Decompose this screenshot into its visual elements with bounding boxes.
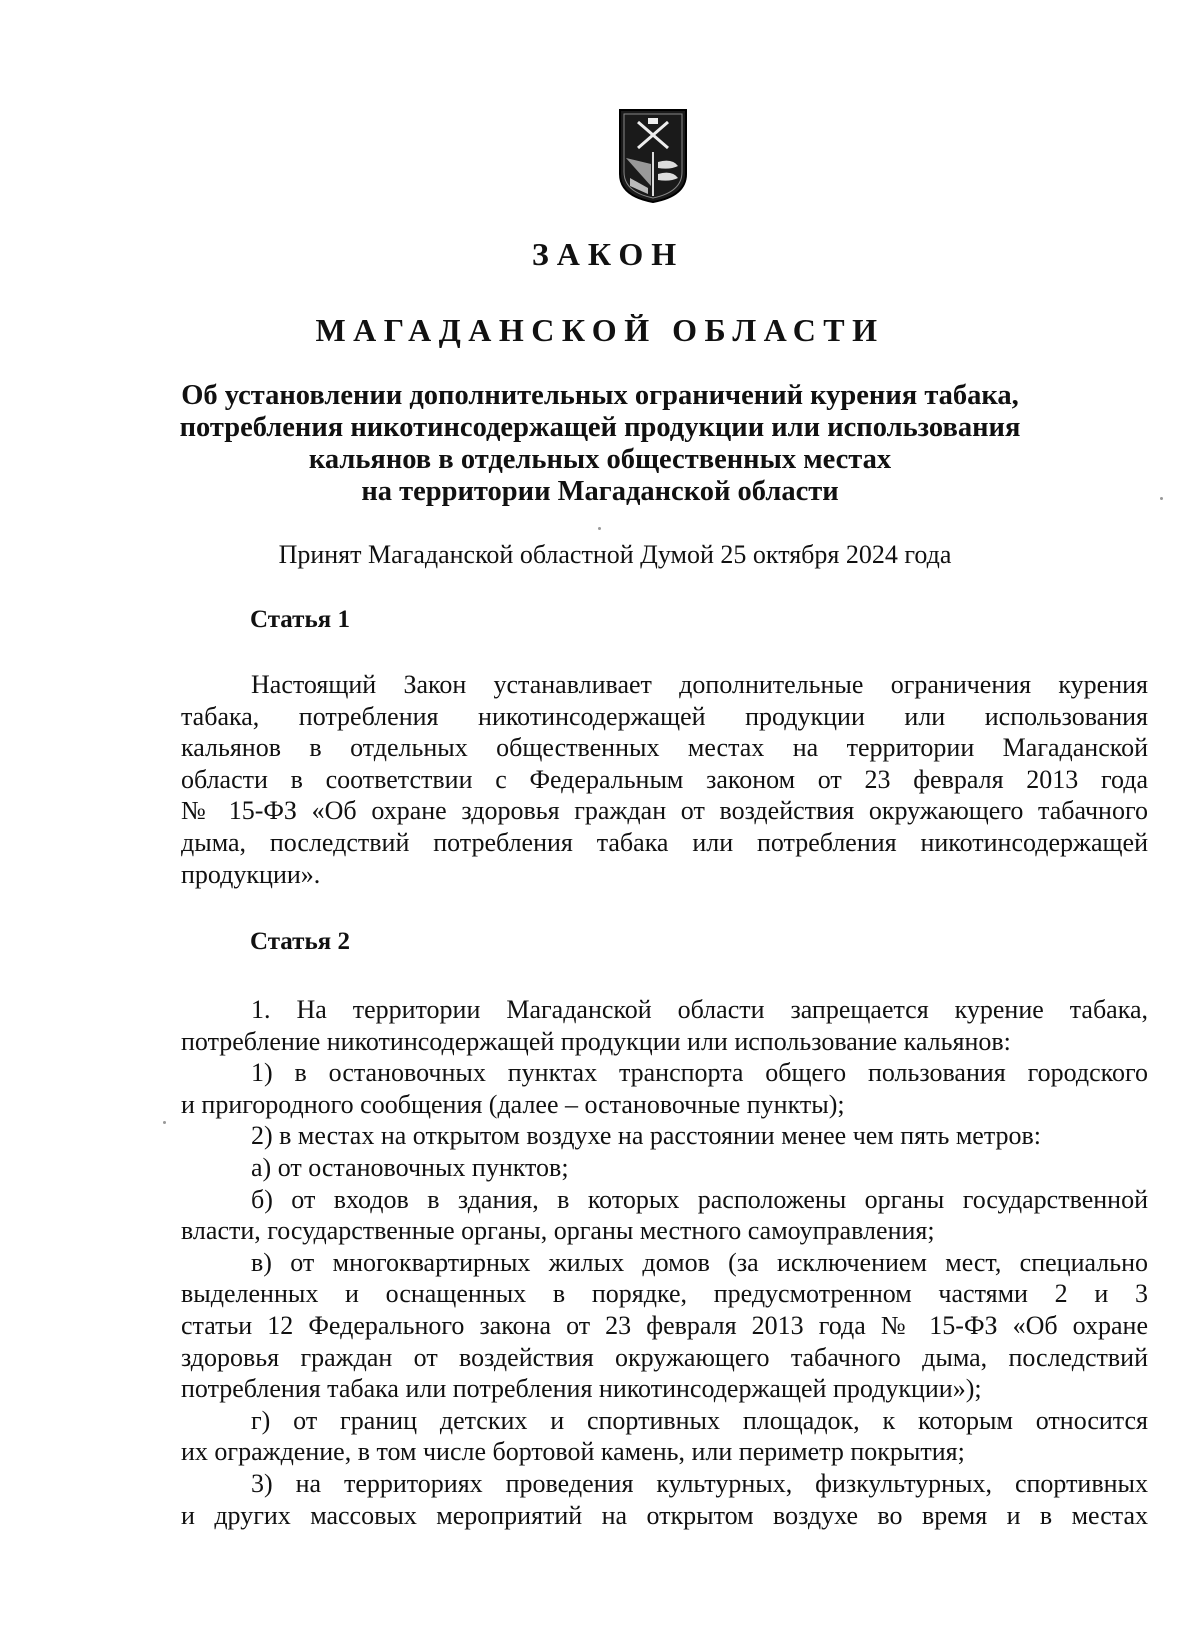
article-2-body (181, 994, 1148, 1531)
text-line: кальянов в отдельных общественных местах на территории Магаданской (181, 733, 1148, 763)
subject-line: кальянов в отдельных общественных местах (308, 444, 892, 475)
scan-speck (1160, 497, 1163, 500)
text-line: власти, государственные органы, органы местного самоуправления; (181, 1216, 935, 1246)
paragraph (181, 994, 1148, 1057)
document-title: ЗАКОН (531, 236, 685, 272)
article-2-heading: Статья 2 (250, 928, 350, 955)
text-line: и других массовых мероприятий на открытом воздухе во время и в местах (181, 1500, 1148, 1530)
adoption-note: Принят Магаданской областной Думой 25 октября 2024 года (278, 540, 952, 569)
text-line: потребления табака или потребления никотинсодержащей продукции»); (181, 1374, 982, 1404)
text-line: дыма, последствий потребления табака или потребления никотинсодержащей (181, 827, 1148, 857)
paragraph (181, 1120, 1148, 1152)
subject-line: Об установлении дополнительных ограничений курения табака, (181, 380, 1019, 411)
paragraph (181, 1184, 1148, 1247)
text-line: 3) на территориях проведения культурных, физкультурных, спортивных (251, 1468, 1148, 1498)
text-line: б) от входов в здания, в которых расположены органы государственной (251, 1184, 1148, 1214)
paragraph (181, 1468, 1148, 1531)
document-subtitle: МАГАДАНСКОЙ ОБЛАСТИ (315, 312, 885, 348)
subject-line: потребления никотинсодержащей продукции или использования (179, 412, 1021, 443)
text-line: статьи 12 Федерального закона от 23 февраля 2013 года № 15-ФЗ «Об охране (181, 1310, 1148, 1340)
text-line: № 15-ФЗ «Об охране здоровья граждан от воздействия окружающего табачного (181, 796, 1148, 826)
text-line: продукции». (181, 859, 321, 889)
text-line: потребление никотинсодержащей продукции или использование кальянов: (181, 1026, 1011, 1056)
text-line: выделенных и оснащенных в порядке, предусмотренном частями 2 и 3 (181, 1279, 1148, 1309)
text-line: табака, потребления никотинсодержащей продукции или использования (181, 701, 1148, 731)
text-line: 1) в остановочных пунктах транспорта общего пользования городского (251, 1058, 1148, 1088)
text-line: г) от границ детских и спортивных площадок, к которым относится (251, 1405, 1148, 1435)
text-line: и пригородного сообщения (далее – остановочные пункты); (181, 1089, 845, 1119)
paragraph (181, 1405, 1148, 1468)
text-line: Настоящий Закон устанавливает дополнительные ограничения курения (251, 670, 1148, 699)
text-line: в) от многоквартирных жилых домов (за исключением мест, специально (251, 1247, 1148, 1277)
text-line: области в соответствии с Федеральным законом от 23 февраля 2013 года (181, 764, 1148, 794)
law-subject (150, 380, 1050, 508)
subject-line: на территории Магаданской области (361, 476, 839, 507)
article-1-body (181, 669, 1148, 890)
text-line: а) от остановочных пунктов; (251, 1152, 569, 1182)
paragraph (181, 669, 1148, 890)
paragraph (181, 1152, 1148, 1184)
paragraph (181, 1247, 1148, 1405)
scan-speck (598, 527, 601, 530)
scan-speck (163, 1121, 166, 1124)
article-1-heading: Статья 1 (250, 606, 350, 633)
paragraph (181, 1057, 1148, 1120)
text-line: их ограждение, в том числе бортовой камень, или периметр покрытия; (181, 1437, 965, 1467)
text-line: 1. На территории Магаданской области запрещается курение табака, (251, 995, 1148, 1024)
coat-of-arms-icon (618, 108, 688, 204)
text-line: 2) в местах на открытом воздухе на расстоянии менее чем пять метров: (251, 1121, 1042, 1151)
text-line: здоровья граждан от воздействия окружающего табачного дыма, последствий (181, 1342, 1148, 1372)
